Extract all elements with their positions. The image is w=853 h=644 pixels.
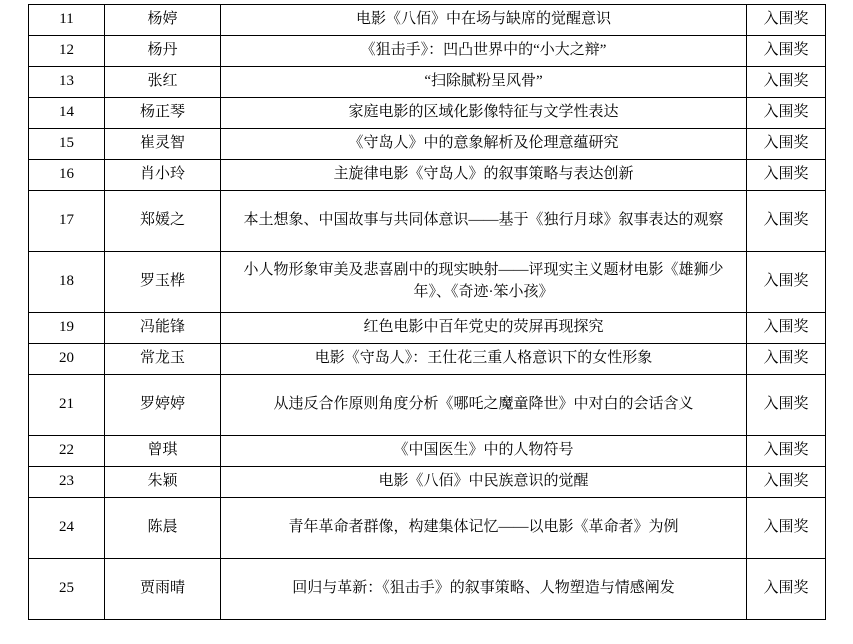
award-cell: 入围奖 <box>747 67 826 98</box>
paper-title-cell: 电影《八佰》中在场与缺席的觉醒意识 <box>221 5 747 36</box>
author-name-cell: 冯能锋 <box>105 313 221 344</box>
row-number-cell: 21 <box>29 375 105 436</box>
paper-title-cell: 红色电影中百年党史的荧屏再现探究 <box>221 313 747 344</box>
author-name-cell: 曾琪 <box>105 436 221 467</box>
table-row <box>29 467 826 498</box>
table-row <box>29 191 826 252</box>
award-cell: 入围奖 <box>747 436 826 467</box>
author-name-cell: 肖小玲 <box>105 160 221 191</box>
award-cell: 入围奖 <box>747 98 826 129</box>
award-cell: 入围奖 <box>747 160 826 191</box>
award-list-table <box>28 4 826 620</box>
award-cell: 入围奖 <box>747 498 826 559</box>
table-row <box>29 160 826 191</box>
row-number-cell: 24 <box>29 498 105 559</box>
author-name-cell: 陈晨 <box>105 498 221 559</box>
row-number-cell: 13 <box>29 67 105 98</box>
paper-title-cell: 电影《八佰》中民族意识的觉醒 <box>221 467 747 498</box>
table-row <box>29 252 826 313</box>
table-row <box>29 498 826 559</box>
row-number-cell: 12 <box>29 36 105 67</box>
paper-title-cell: 主旋律电影《守岛人》的叙事策略与表达创新 <box>221 160 747 191</box>
paper-title-cell: 《守岛人》中的意象解析及伦理意蕴研究 <box>221 129 747 160</box>
row-number-cell: 22 <box>29 436 105 467</box>
table-row <box>29 67 826 98</box>
row-number-cell: 20 <box>29 344 105 375</box>
table-row <box>29 36 826 67</box>
table-row <box>29 313 826 344</box>
table-row <box>29 559 826 620</box>
paper-title-cell: 电影《守岛人》：王仕花三重人格意识下的女性形象 <box>221 344 747 375</box>
award-cell: 入围奖 <box>747 129 826 160</box>
award-cell: 入围奖 <box>747 559 826 620</box>
row-number-cell: 14 <box>29 98 105 129</box>
table-row <box>29 129 826 160</box>
table-row <box>29 436 826 467</box>
row-number-cell: 15 <box>29 129 105 160</box>
paper-title-cell: 青年革命者群像，构建集体记忆——以电影《革命者》为例 <box>221 498 747 559</box>
table-row <box>29 344 826 375</box>
author-name-cell: 杨婷 <box>105 5 221 36</box>
award-cell: 入围奖 <box>747 313 826 344</box>
award-cell: 入围奖 <box>747 5 826 36</box>
award-cell: 入围奖 <box>747 467 826 498</box>
row-number-cell: 17 <box>29 191 105 252</box>
author-name-cell: 张红 <box>105 67 221 98</box>
author-name-cell: 杨正琴 <box>105 98 221 129</box>
table-row <box>29 98 826 129</box>
table-body <box>29 5 826 620</box>
row-number-cell: 23 <box>29 467 105 498</box>
author-name-cell: 贾雨晴 <box>105 559 221 620</box>
paper-title-cell: 《狙击手》：凹凸世界中的“小大之辩” <box>221 36 747 67</box>
award-cell: 入围奖 <box>747 36 826 67</box>
paper-title-cell: 本土想象、中国故事与共同体意识——基于《独行月球》叙事表达的观察 <box>221 191 747 252</box>
award-cell: 入围奖 <box>747 191 826 252</box>
paper-title-cell: 回归与革新：《狙击手》的叙事策略、人物塑造与情感阐发 <box>221 559 747 620</box>
row-number-cell: 11 <box>29 5 105 36</box>
author-name-cell: 朱颖 <box>105 467 221 498</box>
paper-title-cell: 《中国医生》中的人物符号 <box>221 436 747 467</box>
award-cell: 入围奖 <box>747 375 826 436</box>
table-row <box>29 5 826 36</box>
paper-title-cell: 家庭电影的区域化影像特征与文学性表达 <box>221 98 747 129</box>
row-number-cell: 19 <box>29 313 105 344</box>
author-name-cell: 罗婷婷 <box>105 375 221 436</box>
author-name-cell: 罗玉桦 <box>105 252 221 313</box>
row-number-cell: 25 <box>29 559 105 620</box>
row-number-cell: 16 <box>29 160 105 191</box>
author-name-cell: 崔灵智 <box>105 129 221 160</box>
paper-title-cell: “扫除腻粉呈风骨” <box>221 67 747 98</box>
table-row <box>29 375 826 436</box>
paper-title-cell: 小人物形象审美及悲喜剧中的现实映射——评现实主义题材电影《雄狮少年》、《奇迹·笨小孩》 <box>221 252 747 313</box>
paper-title-cell: 从违反合作原则角度分析《哪吒之魔童降世》中对白的会话含义 <box>221 375 747 436</box>
award-cell: 入围奖 <box>747 252 826 313</box>
row-number-cell: 18 <box>29 252 105 313</box>
author-name-cell: 郑媛之 <box>105 191 221 252</box>
award-cell: 入围奖 <box>747 344 826 375</box>
author-name-cell: 常龙玉 <box>105 344 221 375</box>
author-name-cell: 杨丹 <box>105 36 221 67</box>
